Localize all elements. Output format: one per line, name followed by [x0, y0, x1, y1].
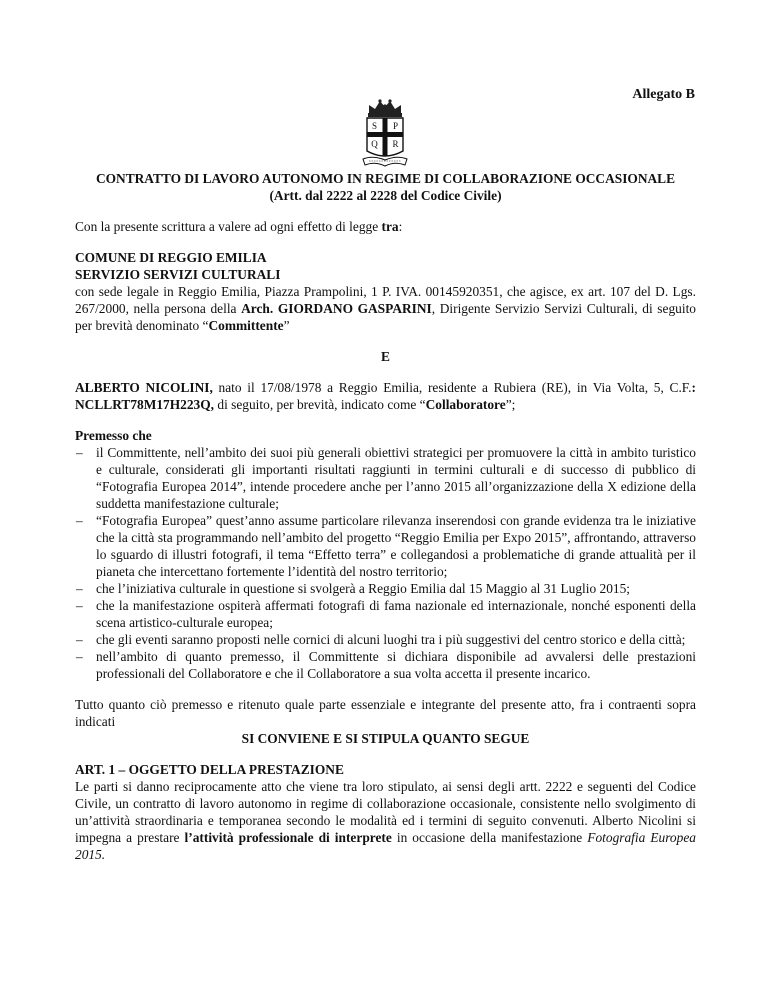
committente-service: SERVIZIO SERVIZI CULTURALI — [75, 267, 281, 282]
agreement-heading: SI CONVIENE E SI STIPULA QUANTO SEGUE — [241, 731, 530, 746]
premise-item: – nell’ambito di quanto premesso, il Committente si dichiara disponibile ad avvalersi delle prestazioni professionali del Collaboratore e che il Collaboratore a sua volta accetta il presente incarico. — [76, 649, 696, 681]
premises-list — [75, 444, 696, 682]
conjunction-e: E — [381, 349, 390, 364]
contract-body — [75, 170, 696, 863]
contract-title: CONTRATTO DI LAVORO AUTONOMO IN REGIME DI COLLABORAZIONE OCCASIONALE — [95, 171, 676, 186]
emblem-letter-q: Q — [371, 139, 378, 149]
dash-bullet: – — [76, 598, 83, 613]
dash-bullet: – — [76, 445, 83, 460]
contract-subtitle: (Artt. dal 2222 al 2228 del Codice Civile) — [269, 188, 502, 203]
dash-bullet: – — [76, 513, 83, 528]
emblem-letter-p: P — [392, 121, 399, 131]
article-1-heading: ART. 1 – OGGETTO DELLA PRESTAZIONE — [75, 762, 344, 777]
premise-item: – “Fotografia Europea” quest’anno assume particolare rilevanza inserendosi con grande evidenza tra le iniziative che la città sta programmando nell’ambito del progetto “Reggio Emilia per Expo 2015”, affrontando, attraverso lo sguardo di illustri fotografi, il tema “Effetto terra” e collegandosi a problematiche di grande attualità per il pianeta che intercettano fortemente l’identità del nostro territorio; — [76, 513, 696, 579]
premise-item: – che la manifestazione ospiterà affermati fotografi di fama nazionale ed internazionale, nonché esponenti della scena artistico-culturale europea; — [76, 598, 696, 630]
committente-details: con sede legale in Reggio Emilia, Piazza Prampolini, 1 P. IVA. 00145920351, che agisce, ex art. 107 del D. Lgs. 267/2000, nella persona della Arch. GIORDANO GASPARINI, Dirigente Servizio Servizi Culturali, di seguito per brevità denominato “Committente” — [75, 284, 696, 333]
attachment-label: Allegato B — [632, 87, 695, 102]
agreement-paragraph: Tutto quanto ciò premesso e ritenuto quale parte essenziale e integrante del presente atto, fra i contraenti sopra indicati — [75, 697, 696, 729]
premise-item: – che gli eventi saranno proposti nelle cornici di alcuni luoghi tra i più suggestivi del centro storico e della città; — [76, 632, 686, 647]
committente-name: COMUNE DI REGGIO EMILIA — [75, 250, 267, 265]
article-1-body: Le parti si danno reciprocamente atto che viene tra loro stipulato, ai sensi degli artt. 2222 e seguenti del Codice Civile, un contratto di lavoro autonomo in regime di collaborazione occasionale, consistente nello svolgimento di un’attività straordinaria e temporanea secondo le modalità ed i termini di seguito convenuti. Alberto Nicolini si impegna a prestare l’attività professionale di interprete in occasione della manifestazione Fotografia Europea 2015. — [75, 779, 696, 862]
premise-item: – che l’iniziativa culturale in questione si svolgerà a Reggio Emilia dal 15 Maggio al 31 Luglio 2015; — [76, 581, 631, 596]
intro-paragraph: Con la presente scrittura a valere ad ogni effetto di legge tra: — [75, 219, 403, 234]
coat-of-arms-emblem — [361, 97, 409, 169]
premise-item: – il Committente, nell’ambito dei suoi più generali obiettivi strategici per promuovere la città in ambito turistico e culturale, considerati gli importanti risultati raggiunti in termini culturali e di successo di pubblico di “Fotografia Europea 2014”, intende procedere anche per l’anno 2015 all’organizzazione della X edizione della suddetta manifestazione culturale; — [76, 445, 696, 511]
emblem-letter-s: S — [371, 121, 378, 131]
dash-bullet: – — [76, 649, 83, 664]
dash-bullet: – — [76, 632, 83, 647]
emblem-letter-r: R — [392, 139, 399, 149]
collaboratore-details: ALBERTO NICOLINI, nato il 17/08/1978 a Reggio Emilia, residente a Rubiera (RE), in Via Volta, 5, C.F.: NCLLRT78M17H223Q, di seguito, per brevità, indicato come “Collaboratore”; — [75, 380, 696, 412]
premises-heading: Premesso che — [75, 428, 152, 443]
dash-bullet: – — [76, 581, 83, 596]
